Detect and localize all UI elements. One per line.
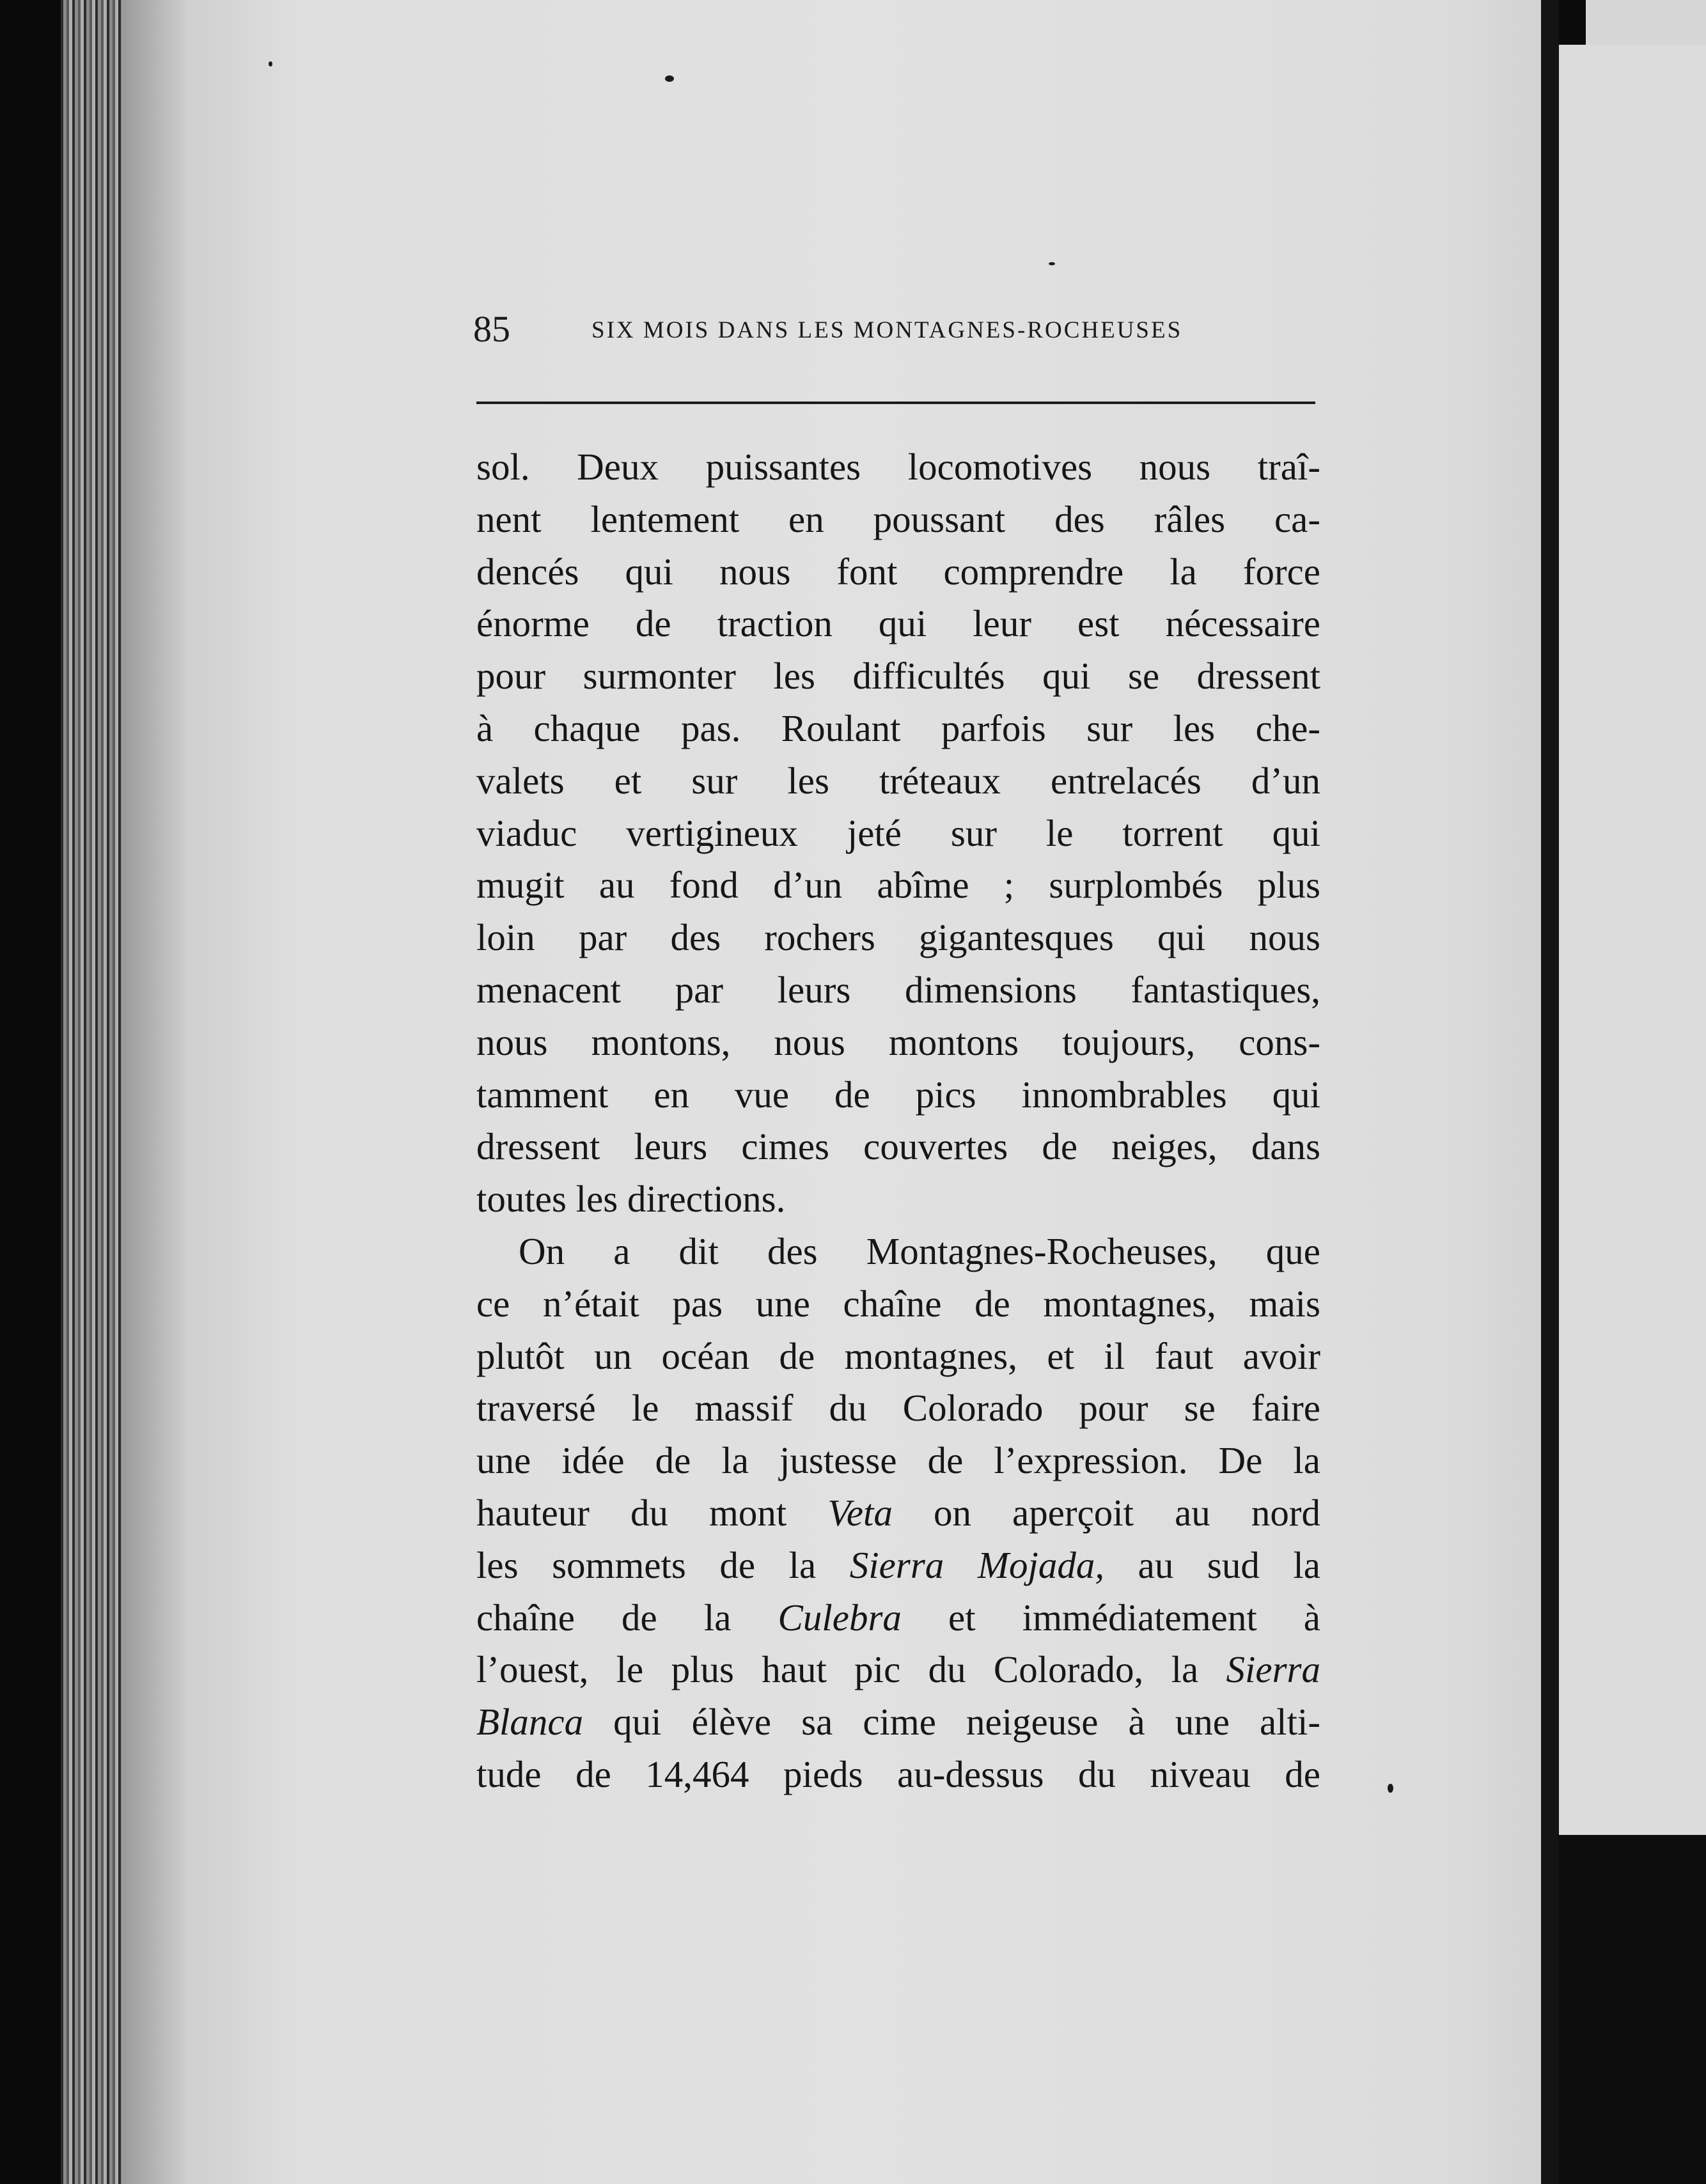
- text-line: loin par des rochers gigantesques qui nous: [476, 916, 1320, 959]
- dust-speck: [269, 61, 272, 66]
- text-run: et immédiatement à: [901, 1596, 1320, 1639]
- text-line: dressent leurs cimes couvertes de neiges, dans: [476, 1125, 1320, 1168]
- italic-place-name: Veta: [827, 1491, 893, 1534]
- italic-place-name: Blanca: [476, 1701, 584, 1743]
- text-run: on aperçoit au nord: [892, 1491, 1320, 1534]
- scan-border-left: [0, 0, 61, 2184]
- scan-border-bottom-right: [1559, 1835, 1706, 2184]
- text-line: menacent par leurs dimensions fantastiques,: [476, 968, 1320, 1011]
- text-line: plutôt un océan de montagnes, et il faut avoir: [476, 1334, 1320, 1377]
- page-number: 85: [473, 308, 510, 350]
- text-line: [476, 1487, 1320, 1540]
- dust-speck: [1388, 1784, 1393, 1793]
- text-line: nous montons, nous montons toujours, cons-: [476, 1020, 1320, 1063]
- text-line: énorme de traction qui leur est nécessaire: [476, 602, 1320, 645]
- running-title: SIX MOIS DANS LES MONTAGNES-ROCHEUSES: [591, 317, 1183, 343]
- italic-place-name: Culebra: [778, 1596, 902, 1639]
- text-run: chaîne de la: [476, 1596, 778, 1639]
- text-line: toutes les directions.: [476, 1178, 786, 1221]
- text-line: traversé le massif du Colorado pour se faire: [476, 1387, 1320, 1430]
- facing-page-strip: [1559, 45, 1706, 1835]
- text-line: ce n’était pas une chaîne de montagnes, mais: [476, 1282, 1320, 1325]
- running-head: [473, 300, 1317, 358]
- text-line: On a dit des Montagnes-Rocheuses, que: [519, 1229, 1320, 1272]
- text-run: l’ouest, le plus haut pic du Colorado, la: [476, 1648, 1226, 1691]
- text-run: les sommets de la: [476, 1543, 850, 1586]
- text-run: qui élève sa cime neigeuse à une alti-: [583, 1701, 1320, 1743]
- text-line: à chaque pas. Roulant parfois sur les che-: [476, 706, 1320, 749]
- text-line: pour surmonter les difficultés qui se dressent: [476, 655, 1320, 698]
- text-line: [476, 1696, 1320, 1749]
- text-line: mugit au fond d’un abîme ; surplombés plus: [476, 864, 1320, 907]
- text-line: nent lentement en poussant des râles ca-: [476, 497, 1320, 540]
- scan-border-right-inner: [1541, 0, 1559, 2184]
- dust-speck: [665, 75, 674, 82]
- text-line: dencés qui nous font comprendre la force: [476, 550, 1320, 593]
- text-run: hauteur du mont: [476, 1491, 828, 1534]
- text-line: tamment en vue de pics innombrables qui: [476, 1073, 1320, 1116]
- text-line: sol. Deux puissantes locomotives nous traî-: [476, 446, 1320, 488]
- facing-page-corner: [1586, 0, 1706, 45]
- body-text: [476, 441, 1320, 1801]
- header-rule: [476, 402, 1315, 404]
- dust-speck: [1049, 262, 1055, 265]
- text-run: au sud la: [1104, 1543, 1320, 1586]
- text-line: [476, 1540, 1320, 1592]
- text-line: valets et sur les tréteaux entrelacés d’un: [476, 759, 1320, 802]
- text-line: une idée de la justesse de l’expression. De la: [476, 1439, 1320, 1482]
- text-line: [476, 1644, 1320, 1696]
- text-line: [476, 1592, 1320, 1644]
- italic-place-name: Sierra: [1226, 1648, 1320, 1691]
- text-line: viaduc vertigineux jeté sur le torrent qui: [476, 811, 1320, 854]
- page-edge-shadow: [121, 0, 189, 2184]
- text-line: tude de 14,464 pieds au-dessus du niveau de: [476, 1752, 1320, 1795]
- italic-place-name: Sierra Mojada,: [849, 1543, 1105, 1586]
